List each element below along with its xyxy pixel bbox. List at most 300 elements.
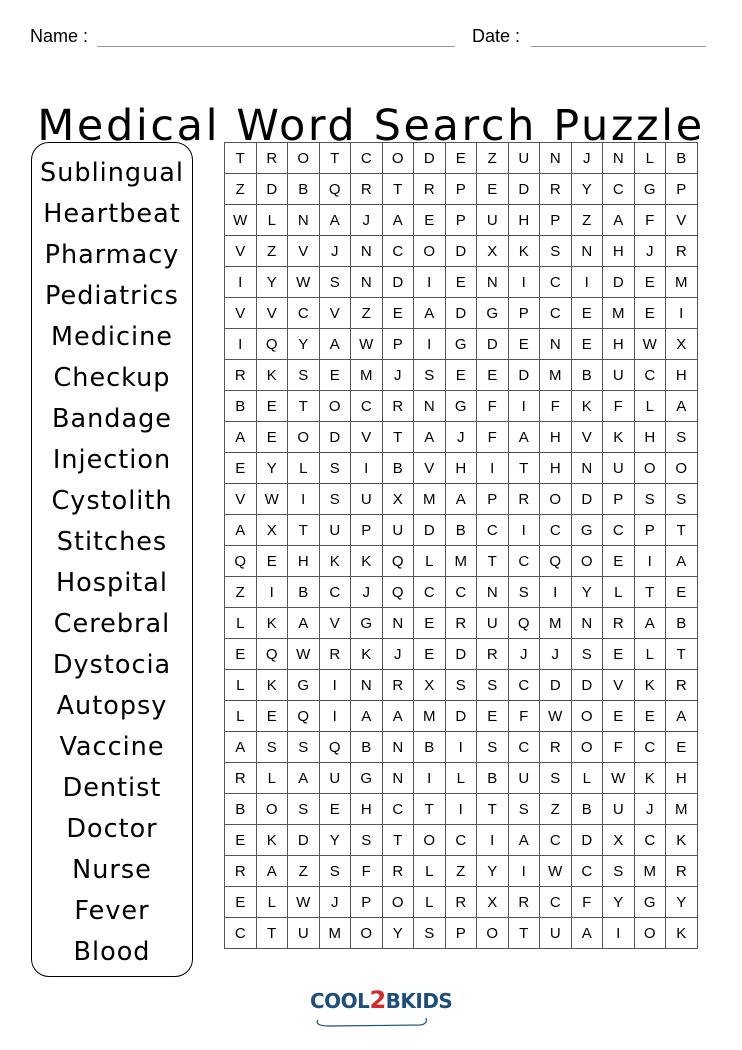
grid-cell[interactable]: E — [666, 732, 698, 763]
grid-cell[interactable]: I — [477, 825, 509, 856]
grid-cell[interactable]: V — [225, 484, 257, 515]
grid-cell[interactable]: Y — [666, 887, 698, 918]
grid-cell[interactable]: O — [540, 484, 572, 515]
grid-cell[interactable]: J — [508, 639, 540, 670]
grid-cell[interactable]: I — [414, 763, 446, 794]
grid-cell[interactable]: B — [288, 577, 320, 608]
grid-cell[interactable]: C — [382, 236, 414, 267]
grid-cell[interactable]: S — [508, 794, 540, 825]
grid-cell[interactable]: M — [414, 484, 446, 515]
grid-cell[interactable]: U — [603, 360, 635, 391]
grid-cell[interactable]: I — [666, 298, 698, 329]
grid-cell[interactable]: Y — [382, 918, 414, 949]
grid-cell[interactable]: J — [540, 639, 572, 670]
grid-cell[interactable]: P — [445, 174, 477, 205]
grid-cell[interactable]: Q — [288, 701, 320, 732]
grid-cell[interactable]: O — [382, 143, 414, 174]
grid-cell[interactable]: J — [351, 205, 383, 236]
grid-cell[interactable]: K — [351, 639, 383, 670]
grid-cell[interactable]: D — [508, 360, 540, 391]
grid-cell[interactable]: J — [382, 360, 414, 391]
grid-cell[interactable]: T — [634, 577, 666, 608]
grid-cell[interactable]: A — [351, 701, 383, 732]
grid-cell[interactable]: E — [571, 329, 603, 360]
grid-cell[interactable]: S — [256, 732, 288, 763]
grid-cell[interactable]: N — [414, 391, 446, 422]
grid-cell[interactable]: N — [351, 236, 383, 267]
grid-cell[interactable]: C — [288, 298, 320, 329]
grid-cell[interactable]: T — [477, 794, 509, 825]
grid-cell[interactable]: C — [414, 577, 446, 608]
grid-cell[interactable]: E — [477, 360, 509, 391]
grid-cell[interactable]: N — [351, 670, 383, 701]
grid-cell[interactable]: D — [508, 174, 540, 205]
grid-cell[interactable]: N — [603, 143, 635, 174]
grid-cell[interactable]: X — [477, 236, 509, 267]
grid-cell[interactable]: W — [603, 763, 635, 794]
grid-cell[interactable]: A — [508, 825, 540, 856]
grid-cell[interactable]: W — [540, 701, 572, 732]
grid-cell[interactable]: E — [414, 608, 446, 639]
grid-cell[interactable]: C — [351, 391, 383, 422]
grid-cell[interactable]: R — [382, 670, 414, 701]
grid-cell[interactable]: X — [603, 825, 635, 856]
grid-cell[interactable]: H — [634, 422, 666, 453]
grid-cell[interactable]: V — [288, 236, 320, 267]
grid-cell[interactable]: W — [288, 639, 320, 670]
grid-cell[interactable]: C — [508, 546, 540, 577]
grid-cell[interactable]: O — [666, 453, 698, 484]
grid-cell[interactable]: O — [414, 825, 446, 856]
grid-cell[interactable]: T — [319, 143, 351, 174]
grid-cell[interactable]: D — [445, 701, 477, 732]
grid-cell[interactable]: Q — [256, 329, 288, 360]
grid-cell[interactable]: L — [445, 763, 477, 794]
grid-cell[interactable]: R — [508, 484, 540, 515]
grid-cell[interactable]: Q — [382, 546, 414, 577]
grid-cell[interactable]: D — [445, 639, 477, 670]
grid-cell[interactable]: N — [382, 608, 414, 639]
grid-cell[interactable]: B — [666, 608, 698, 639]
grid-cell[interactable]: A — [319, 205, 351, 236]
grid-cell[interactable]: C — [382, 794, 414, 825]
grid-cell[interactable]: F — [477, 391, 509, 422]
grid-cell[interactable]: O — [571, 546, 603, 577]
grid-cell[interactable]: D — [571, 670, 603, 701]
grid-cell[interactable]: L — [414, 856, 446, 887]
grid-cell[interactable]: K — [319, 546, 351, 577]
grid-cell[interactable]: Z — [225, 577, 257, 608]
grid-cell[interactable]: N — [571, 236, 603, 267]
grid-cell[interactable]: B — [477, 763, 509, 794]
grid-cell[interactable]: S — [666, 484, 698, 515]
grid-cell[interactable]: Q — [540, 546, 572, 577]
grid-cell[interactable]: S — [666, 422, 698, 453]
grid-cell[interactable]: S — [571, 639, 603, 670]
grid-cell[interactable]: O — [351, 918, 383, 949]
grid-cell[interactable]: M — [540, 360, 572, 391]
grid-cell[interactable]: V — [319, 608, 351, 639]
grid-cell[interactable]: S — [445, 670, 477, 701]
grid-cell[interactable]: U — [603, 794, 635, 825]
grid-cell[interactable]: F — [634, 205, 666, 236]
grid-cell[interactable]: V — [414, 453, 446, 484]
grid-cell[interactable]: M — [414, 701, 446, 732]
grid-cell[interactable]: K — [603, 422, 635, 453]
grid-cell[interactable]: S — [414, 360, 446, 391]
grid-cell[interactable]: R — [666, 236, 698, 267]
grid-cell[interactable]: I — [351, 453, 383, 484]
grid-cell[interactable]: U — [382, 515, 414, 546]
grid-cell[interactable]: K — [666, 918, 698, 949]
grid-cell[interactable]: W — [288, 267, 320, 298]
grid-cell[interactable]: M — [445, 546, 477, 577]
grid-cell[interactable]: P — [540, 205, 572, 236]
grid-cell[interactable]: H — [351, 794, 383, 825]
grid-cell[interactable]: R — [382, 391, 414, 422]
grid-cell[interactable]: I — [256, 577, 288, 608]
grid-cell[interactable]: H — [603, 236, 635, 267]
grid-cell[interactable]: K — [256, 360, 288, 391]
grid-cell[interactable]: R — [540, 174, 572, 205]
grid-cell[interactable]: H — [603, 329, 635, 360]
grid-cell[interactable]: S — [319, 267, 351, 298]
grid-cell[interactable]: G — [571, 515, 603, 546]
grid-cell[interactable]: T — [225, 143, 257, 174]
grid-cell[interactable]: M — [540, 608, 572, 639]
grid-cell[interactable]: U — [288, 918, 320, 949]
grid-cell[interactable]: L — [225, 670, 257, 701]
grid-cell[interactable]: F — [540, 391, 572, 422]
grid-cell[interactable]: L — [634, 391, 666, 422]
grid-cell[interactable]: A — [288, 763, 320, 794]
grid-cell[interactable]: K — [508, 236, 540, 267]
grid-cell[interactable]: S — [634, 484, 666, 515]
grid-cell[interactable]: N — [288, 205, 320, 236]
grid-cell[interactable]: I — [225, 267, 257, 298]
grid-cell[interactable]: A — [666, 701, 698, 732]
grid-cell[interactable]: E — [225, 639, 257, 670]
grid-cell[interactable]: B — [445, 515, 477, 546]
grid-cell[interactable]: S — [351, 825, 383, 856]
grid-cell[interactable]: R — [225, 856, 257, 887]
grid-cell[interactable]: Z — [225, 174, 257, 205]
grid-cell[interactable]: I — [319, 701, 351, 732]
grid-cell[interactable]: T — [508, 918, 540, 949]
grid-cell[interactable]: C — [540, 515, 572, 546]
grid-cell[interactable]: O — [382, 887, 414, 918]
grid-cell[interactable]: L — [256, 205, 288, 236]
grid-cell[interactable]: I — [603, 918, 635, 949]
name-field[interactable] — [97, 46, 455, 47]
grid-cell[interactable]: C — [540, 298, 572, 329]
grid-cell[interactable]: S — [508, 577, 540, 608]
grid-cell[interactable]: C — [540, 267, 572, 298]
grid-cell[interactable]: E — [477, 174, 509, 205]
grid-cell[interactable]: U — [477, 205, 509, 236]
grid-cell[interactable]: O — [288, 422, 320, 453]
grid-cell[interactable]: P — [445, 205, 477, 236]
grid-cell[interactable]: Q — [256, 639, 288, 670]
grid-cell[interactable]: C — [634, 360, 666, 391]
grid-cell[interactable]: D — [571, 825, 603, 856]
grid-cell[interactable]: T — [666, 639, 698, 670]
grid-cell[interactable]: D — [571, 484, 603, 515]
grid-cell[interactable]: L — [225, 608, 257, 639]
grid-cell[interactable]: D — [414, 515, 446, 546]
grid-cell[interactable]: S — [288, 732, 320, 763]
grid-cell[interactable]: U — [319, 763, 351, 794]
grid-cell[interactable]: W — [634, 329, 666, 360]
grid-cell[interactable]: E — [225, 825, 257, 856]
grid-cell[interactable]: Q — [319, 732, 351, 763]
grid-cell[interactable]: I — [508, 267, 540, 298]
grid-cell[interactable]: L — [256, 763, 288, 794]
grid-cell[interactable]: N — [540, 329, 572, 360]
grid-cell[interactable]: H — [445, 453, 477, 484]
grid-cell[interactable]: E — [319, 360, 351, 391]
grid-cell[interactable]: R — [414, 174, 446, 205]
grid-cell[interactable]: L — [634, 639, 666, 670]
grid-cell[interactable]: Z — [571, 205, 603, 236]
grid-cell[interactable]: J — [382, 639, 414, 670]
grid-cell[interactable]: Y — [603, 887, 635, 918]
grid-cell[interactable]: R — [666, 670, 698, 701]
grid-cell[interactable]: J — [445, 422, 477, 453]
grid-cell[interactable]: R — [445, 608, 477, 639]
grid-cell[interactable]: C — [477, 515, 509, 546]
grid-cell[interactable]: E — [445, 143, 477, 174]
grid-cell[interactable]: A — [414, 298, 446, 329]
grid-cell[interactable]: T — [256, 918, 288, 949]
grid-cell[interactable]: P — [666, 174, 698, 205]
grid-cell[interactable]: S — [477, 670, 509, 701]
grid-cell[interactable]: I — [508, 515, 540, 546]
grid-cell[interactable]: T — [288, 515, 320, 546]
grid-cell[interactable]: V — [319, 298, 351, 329]
grid-cell[interactable]: T — [508, 453, 540, 484]
grid-cell[interactable]: E — [445, 360, 477, 391]
grid-cell[interactable]: E — [634, 701, 666, 732]
grid-cell[interactable]: V — [256, 298, 288, 329]
grid-cell[interactable]: Z — [256, 236, 288, 267]
grid-cell[interactable]: T — [414, 794, 446, 825]
grid-cell[interactable]: I — [288, 484, 320, 515]
grid-cell[interactable]: A — [256, 856, 288, 887]
grid-cell[interactable]: J — [571, 143, 603, 174]
grid-cell[interactable]: V — [603, 670, 635, 701]
grid-cell[interactable]: B — [225, 794, 257, 825]
grid-cell[interactable]: A — [319, 329, 351, 360]
grid-cell[interactable]: D — [477, 329, 509, 360]
grid-cell[interactable]: U — [540, 918, 572, 949]
grid-cell[interactable]: R — [256, 143, 288, 174]
grid-cell[interactable]: N — [382, 732, 414, 763]
grid-cell[interactable]: S — [540, 236, 572, 267]
grid-cell[interactable]: F — [477, 422, 509, 453]
grid-cell[interactable]: D — [256, 174, 288, 205]
grid-cell[interactable]: C — [603, 174, 635, 205]
grid-cell[interactable]: F — [603, 391, 635, 422]
grid-cell[interactable]: E — [414, 205, 446, 236]
grid-cell[interactable]: G — [477, 298, 509, 329]
grid-cell[interactable]: Y — [571, 174, 603, 205]
grid-cell[interactable]: P — [603, 484, 635, 515]
grid-cell[interactable]: E — [603, 546, 635, 577]
grid-cell[interactable]: K — [634, 670, 666, 701]
grid-cell[interactable]: B — [382, 453, 414, 484]
grid-cell[interactable]: D — [603, 267, 635, 298]
grid-cell[interactable]: U — [477, 608, 509, 639]
grid-cell[interactable]: O — [288, 143, 320, 174]
grid-cell[interactable]: O — [634, 918, 666, 949]
grid-cell[interactable]: A — [603, 205, 635, 236]
grid-cell[interactable]: S — [603, 856, 635, 887]
grid-cell[interactable]: R — [477, 639, 509, 670]
grid-cell[interactable]: Z — [288, 856, 320, 887]
grid-cell[interactable]: Q — [508, 608, 540, 639]
grid-cell[interactable]: V — [571, 422, 603, 453]
grid-cell[interactable]: I — [445, 732, 477, 763]
grid-cell[interactable]: I — [571, 267, 603, 298]
grid-cell[interactable]: V — [225, 236, 257, 267]
grid-cell[interactable]: I — [414, 267, 446, 298]
grid-cell[interactable]: O — [414, 236, 446, 267]
grid-cell[interactable]: A — [666, 546, 698, 577]
grid-cell[interactable]: E — [256, 701, 288, 732]
grid-cell[interactable]: N — [477, 577, 509, 608]
grid-cell[interactable]: W — [288, 887, 320, 918]
grid-cell[interactable]: R — [540, 732, 572, 763]
grid-cell[interactable]: U — [603, 453, 635, 484]
grid-cell[interactable]: L — [414, 546, 446, 577]
grid-cell[interactable]: L — [414, 887, 446, 918]
grid-cell[interactable]: S — [288, 360, 320, 391]
grid-cell[interactable]: B — [288, 174, 320, 205]
grid-cell[interactable]: T — [382, 174, 414, 205]
grid-cell[interactable]: F — [508, 701, 540, 732]
grid-cell[interactable]: N — [477, 267, 509, 298]
grid-cell[interactable]: B — [351, 732, 383, 763]
grid-cell[interactable]: L — [634, 143, 666, 174]
grid-cell[interactable]: G — [445, 329, 477, 360]
grid-cell[interactable]: N — [571, 608, 603, 639]
grid-cell[interactable]: G — [445, 391, 477, 422]
grid-cell[interactable]: N — [540, 143, 572, 174]
grid-cell[interactable]: H — [288, 546, 320, 577]
grid-cell[interactable]: F — [571, 887, 603, 918]
grid-cell[interactable]: G — [634, 887, 666, 918]
grid-cell[interactable]: G — [634, 174, 666, 205]
grid-cell[interactable]: C — [540, 825, 572, 856]
grid-cell[interactable]: K — [666, 825, 698, 856]
grid-cell[interactable]: N — [382, 763, 414, 794]
grid-cell[interactable]: A — [414, 422, 446, 453]
grid-cell[interactable]: X — [414, 670, 446, 701]
grid-cell[interactable]: T — [382, 825, 414, 856]
grid-cell[interactable]: K — [351, 546, 383, 577]
grid-cell[interactable]: C — [508, 670, 540, 701]
grid-cell[interactable]: J — [634, 236, 666, 267]
grid-cell[interactable]: I — [634, 546, 666, 577]
grid-cell[interactable]: R — [225, 763, 257, 794]
grid-cell[interactable]: W — [540, 856, 572, 887]
grid-cell[interactable]: K — [256, 670, 288, 701]
grid-cell[interactable]: H — [540, 422, 572, 453]
grid-cell[interactable]: D — [382, 267, 414, 298]
grid-cell[interactable]: H — [666, 360, 698, 391]
grid-cell[interactable]: C — [445, 825, 477, 856]
grid-cell[interactable]: V — [666, 205, 698, 236]
grid-cell[interactable]: M — [666, 794, 698, 825]
grid-cell[interactable]: T — [288, 391, 320, 422]
grid-cell[interactable]: P — [351, 515, 383, 546]
grid-cell[interactable]: U — [508, 143, 540, 174]
grid-cell[interactable]: Q — [225, 546, 257, 577]
grid-cell[interactable]: K — [634, 763, 666, 794]
grid-cell[interactable]: X — [382, 484, 414, 515]
grid-cell[interactable]: D — [288, 825, 320, 856]
grid-cell[interactable]: V — [351, 422, 383, 453]
grid-cell[interactable]: C — [571, 856, 603, 887]
grid-cell[interactable]: C — [445, 577, 477, 608]
grid-cell[interactable]: P — [508, 298, 540, 329]
grid-cell[interactable]: I — [225, 329, 257, 360]
grid-cell[interactable]: Q — [382, 577, 414, 608]
grid-cell[interactable]: A — [666, 391, 698, 422]
grid-cell[interactable]: I — [508, 391, 540, 422]
grid-cell[interactable]: L — [225, 701, 257, 732]
date-field[interactable] — [531, 46, 706, 47]
grid-cell[interactable]: O — [477, 918, 509, 949]
grid-cell[interactable]: S — [477, 732, 509, 763]
grid-cell[interactable]: G — [288, 670, 320, 701]
grid-cell[interactable]: Z — [540, 794, 572, 825]
grid-cell[interactable]: C — [319, 577, 351, 608]
grid-cell[interactable]: D — [445, 298, 477, 329]
grid-cell[interactable]: A — [382, 205, 414, 236]
grid-cell[interactable]: U — [351, 484, 383, 515]
grid-cell[interactable]: D — [540, 670, 572, 701]
grid-cell[interactable]: C — [634, 825, 666, 856]
grid-cell[interactable]: M — [319, 918, 351, 949]
grid-cell[interactable]: O — [634, 453, 666, 484]
grid-cell[interactable]: N — [571, 453, 603, 484]
grid-cell[interactable]: H — [540, 453, 572, 484]
grid-cell[interactable]: U — [508, 763, 540, 794]
grid-cell[interactable]: I — [477, 453, 509, 484]
grid-cell[interactable]: J — [319, 887, 351, 918]
grid-cell[interactable]: E — [508, 329, 540, 360]
grid-cell[interactable]: S — [319, 453, 351, 484]
grid-cell[interactable]: S — [414, 918, 446, 949]
grid-cell[interactable]: L — [256, 887, 288, 918]
grid-cell[interactable]: X — [477, 887, 509, 918]
grid-cell[interactable]: D — [445, 236, 477, 267]
grid-cell[interactable]: W — [351, 329, 383, 360]
grid-cell[interactable]: W — [256, 484, 288, 515]
grid-cell[interactable]: E — [256, 546, 288, 577]
grid-cell[interactable]: I — [508, 856, 540, 887]
grid-cell[interactable]: W — [225, 205, 257, 236]
grid-cell[interactable]: E — [477, 701, 509, 732]
grid-cell[interactable]: J — [634, 794, 666, 825]
grid-cell[interactable]: Y — [256, 267, 288, 298]
grid-cell[interactable]: K — [571, 391, 603, 422]
grid-cell[interactable]: A — [508, 422, 540, 453]
grid-cell[interactable]: C — [634, 732, 666, 763]
grid-cell[interactable]: A — [634, 608, 666, 639]
